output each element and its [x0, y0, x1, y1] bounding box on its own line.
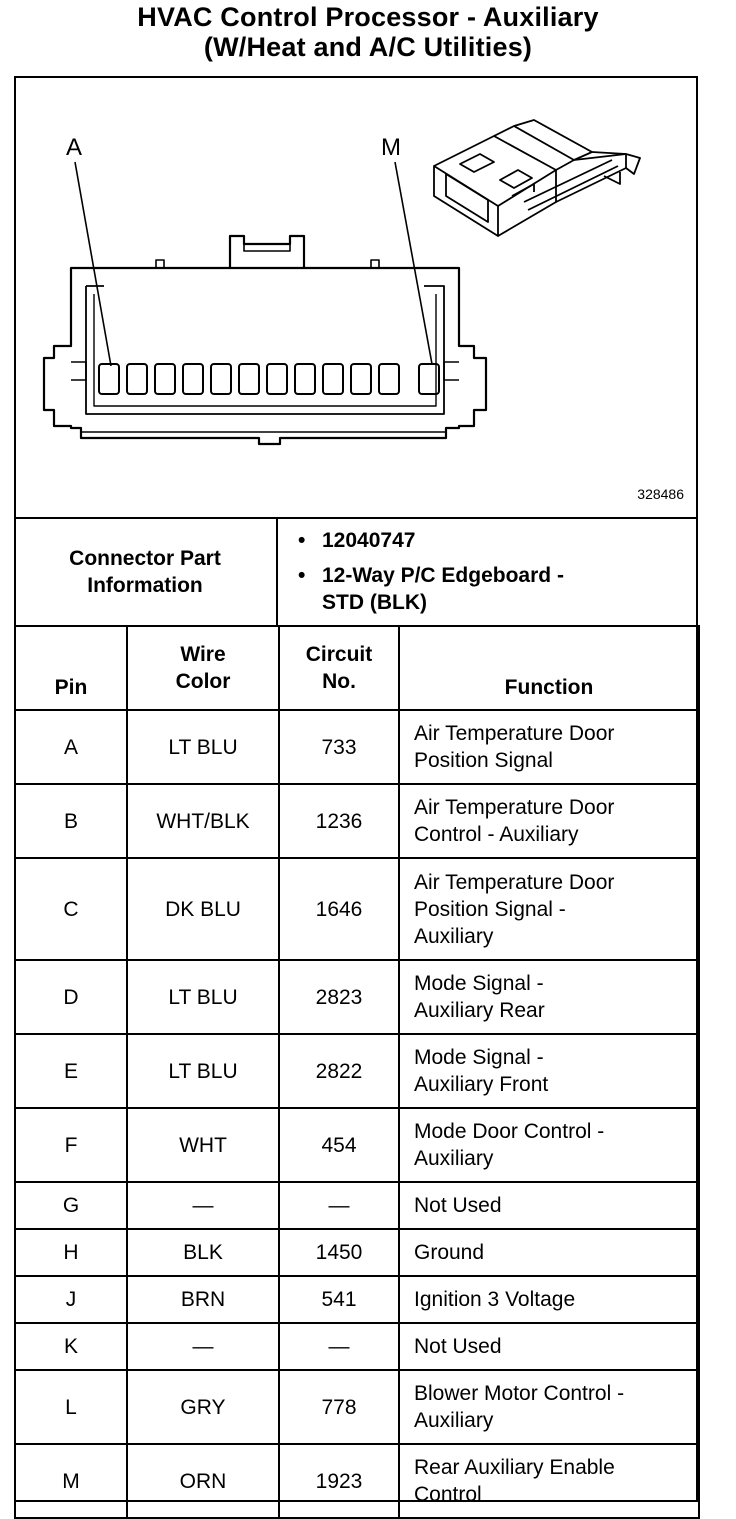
- function-line: Position Signal: [414, 749, 553, 772]
- circuit-cell: 1646: [279, 858, 399, 960]
- circuit-cell: 1236: [279, 784, 399, 858]
- circuit-cell: 541: [279, 1276, 399, 1323]
- circuit-cell: —: [279, 1182, 399, 1229]
- function-line: Ignition 3 Voltage: [414, 1288, 576, 1311]
- function-cell: [399, 784, 699, 858]
- function-line: Blower Motor Control -: [414, 1382, 625, 1405]
- table-row: [15, 710, 699, 784]
- header-circuit-line-2: No.: [322, 670, 356, 693]
- table-row: [15, 784, 699, 858]
- pin-cell: K: [15, 1323, 127, 1370]
- function-line: Rear Auxiliary Enable: [414, 1456, 615, 1479]
- connector-info-values: [278, 519, 698, 625]
- connector-type: • 12-Way P/C Edgeboard -: [322, 562, 698, 589]
- connector-isometric-view: [434, 120, 640, 236]
- table-row: [15, 1370, 699, 1444]
- terminal-slots: [99, 364, 439, 394]
- pin-cell: F: [15, 1108, 127, 1182]
- header-wire-line-1: Wire: [180, 643, 226, 666]
- pin-cell: H: [15, 1229, 127, 1276]
- pin-cell: L: [15, 1370, 127, 1444]
- function-line: Position Signal -: [414, 897, 566, 921]
- pin-a-label: A: [66, 134, 83, 161]
- circuit-cell: —: [279, 1323, 399, 1370]
- function-line: Control - Auxiliary: [414, 823, 579, 846]
- wire-color-cell: —: [127, 1182, 279, 1229]
- pin-cell: E: [15, 1034, 127, 1108]
- wire-color-cell: WHT: [127, 1108, 279, 1182]
- connector-figure: [14, 76, 698, 518]
- function-line: Auxiliary: [414, 924, 494, 948]
- circuit-cell: 2823: [279, 960, 399, 1034]
- circuit-cell: 1450: [279, 1229, 399, 1276]
- header-circuit-line-1: Circuit: [305, 643, 373, 666]
- connector-drawing: [14, 76, 698, 518]
- table-row: [15, 1034, 699, 1108]
- wire-color-cell: DK BLU: [127, 858, 279, 960]
- pin-cell: C: [15, 858, 127, 960]
- wire-color-cell: LT BLU: [127, 960, 279, 1034]
- wire-color-cell: WHT/BLK: [127, 784, 279, 858]
- wire-color-cell: GRY: [127, 1370, 279, 1444]
- pin-m-leader: [395, 162, 432, 364]
- header-pin: Pin: [15, 626, 127, 710]
- table-row: [15, 1182, 699, 1229]
- pin-cell: J: [15, 1276, 127, 1323]
- function-line: Not Used: [414, 1194, 502, 1217]
- wire-color-cell: BRN: [127, 1276, 279, 1323]
- circuit-cell: 733: [279, 710, 399, 784]
- pin-table-body: [15, 710, 699, 1518]
- pin-table: [14, 625, 700, 1519]
- function-line: Auxiliary Rear: [414, 999, 545, 1022]
- function-line: Mode Door Control -: [414, 1120, 605, 1143]
- function-cell: [399, 858, 699, 960]
- circuit-cell: 454: [279, 1108, 399, 1182]
- table-row: [15, 1276, 699, 1323]
- pin-table-header: [15, 626, 699, 710]
- table-row: [15, 1108, 699, 1182]
- pin-cell: G: [15, 1182, 127, 1229]
- header-wire-line-2: Color: [175, 670, 231, 693]
- wire-color-cell: LT BLU: [127, 710, 279, 784]
- function-line: Mode Signal -: [414, 972, 544, 995]
- connector-info-label-line-1: Connector Part: [69, 547, 221, 570]
- header-wire-color: [127, 626, 279, 710]
- table-row: [15, 1229, 699, 1276]
- title-line-1: HVAC Control Processor - Auxiliary: [137, 2, 599, 32]
- function-line: Not Used: [414, 1335, 502, 1358]
- header-function: Function: [399, 626, 699, 710]
- table-row: [15, 858, 699, 960]
- function-line: Control: [414, 1483, 482, 1506]
- function-line: Auxiliary Front: [414, 1073, 549, 1096]
- table-row: [15, 1444, 699, 1518]
- circuit-cell: 1923: [279, 1444, 399, 1518]
- title-line-2: (W/Heat and A/C Utilities): [203, 32, 533, 62]
- function-cell: [399, 1229, 699, 1276]
- function-line: Air Temperature Door: [414, 722, 615, 745]
- function-cell: [399, 1444, 699, 1518]
- function-line: Auxiliary: [414, 1409, 494, 1432]
- wire-color-cell: BLK: [127, 1229, 279, 1276]
- function-cell: [399, 1034, 699, 1108]
- wire-color-cell: LT BLU: [127, 1034, 279, 1108]
- pin-a-leader: [75, 162, 111, 366]
- page-title: [0, 2, 736, 62]
- function-cell: [399, 710, 699, 784]
- connector-part-number: • 12040747: [322, 527, 698, 554]
- circuit-cell: 778: [279, 1370, 399, 1444]
- function-cell: [399, 1276, 699, 1323]
- table-row: [15, 960, 699, 1034]
- function-line: Air Temperature Door: [414, 796, 615, 819]
- wire-color-cell: ORN: [127, 1444, 279, 1518]
- function-line: Auxiliary: [414, 1147, 494, 1170]
- table-row: [15, 1323, 699, 1370]
- function-cell: [399, 1370, 699, 1444]
- header-circuit-no: [279, 626, 399, 710]
- pin-cell: D: [15, 960, 127, 1034]
- function-line: Mode Signal -: [414, 1046, 544, 1069]
- connector-body: [44, 236, 486, 444]
- pin-m-label: M: [381, 134, 401, 161]
- figure-id: 328486: [637, 486, 684, 502]
- circuit-cell: 2822: [279, 1034, 399, 1108]
- wire-color-cell: —: [127, 1323, 279, 1370]
- pin-cell: A: [15, 710, 127, 784]
- function-line: Ground: [414, 1241, 485, 1264]
- connector-info-label: [14, 519, 278, 625]
- function-cell: [399, 1182, 699, 1229]
- function-cell: [399, 1108, 699, 1182]
- pin-cell: M: [15, 1444, 127, 1518]
- function-line: Air Temperature Door: [414, 870, 615, 894]
- connector-part-info: [14, 517, 698, 627]
- connector-type-cont: STD (BLK): [322, 591, 427, 614]
- pin-cell: B: [15, 784, 127, 858]
- connector-info-label-line-2: Information: [87, 574, 203, 597]
- function-cell: [399, 1323, 699, 1370]
- function-cell: [399, 960, 699, 1034]
